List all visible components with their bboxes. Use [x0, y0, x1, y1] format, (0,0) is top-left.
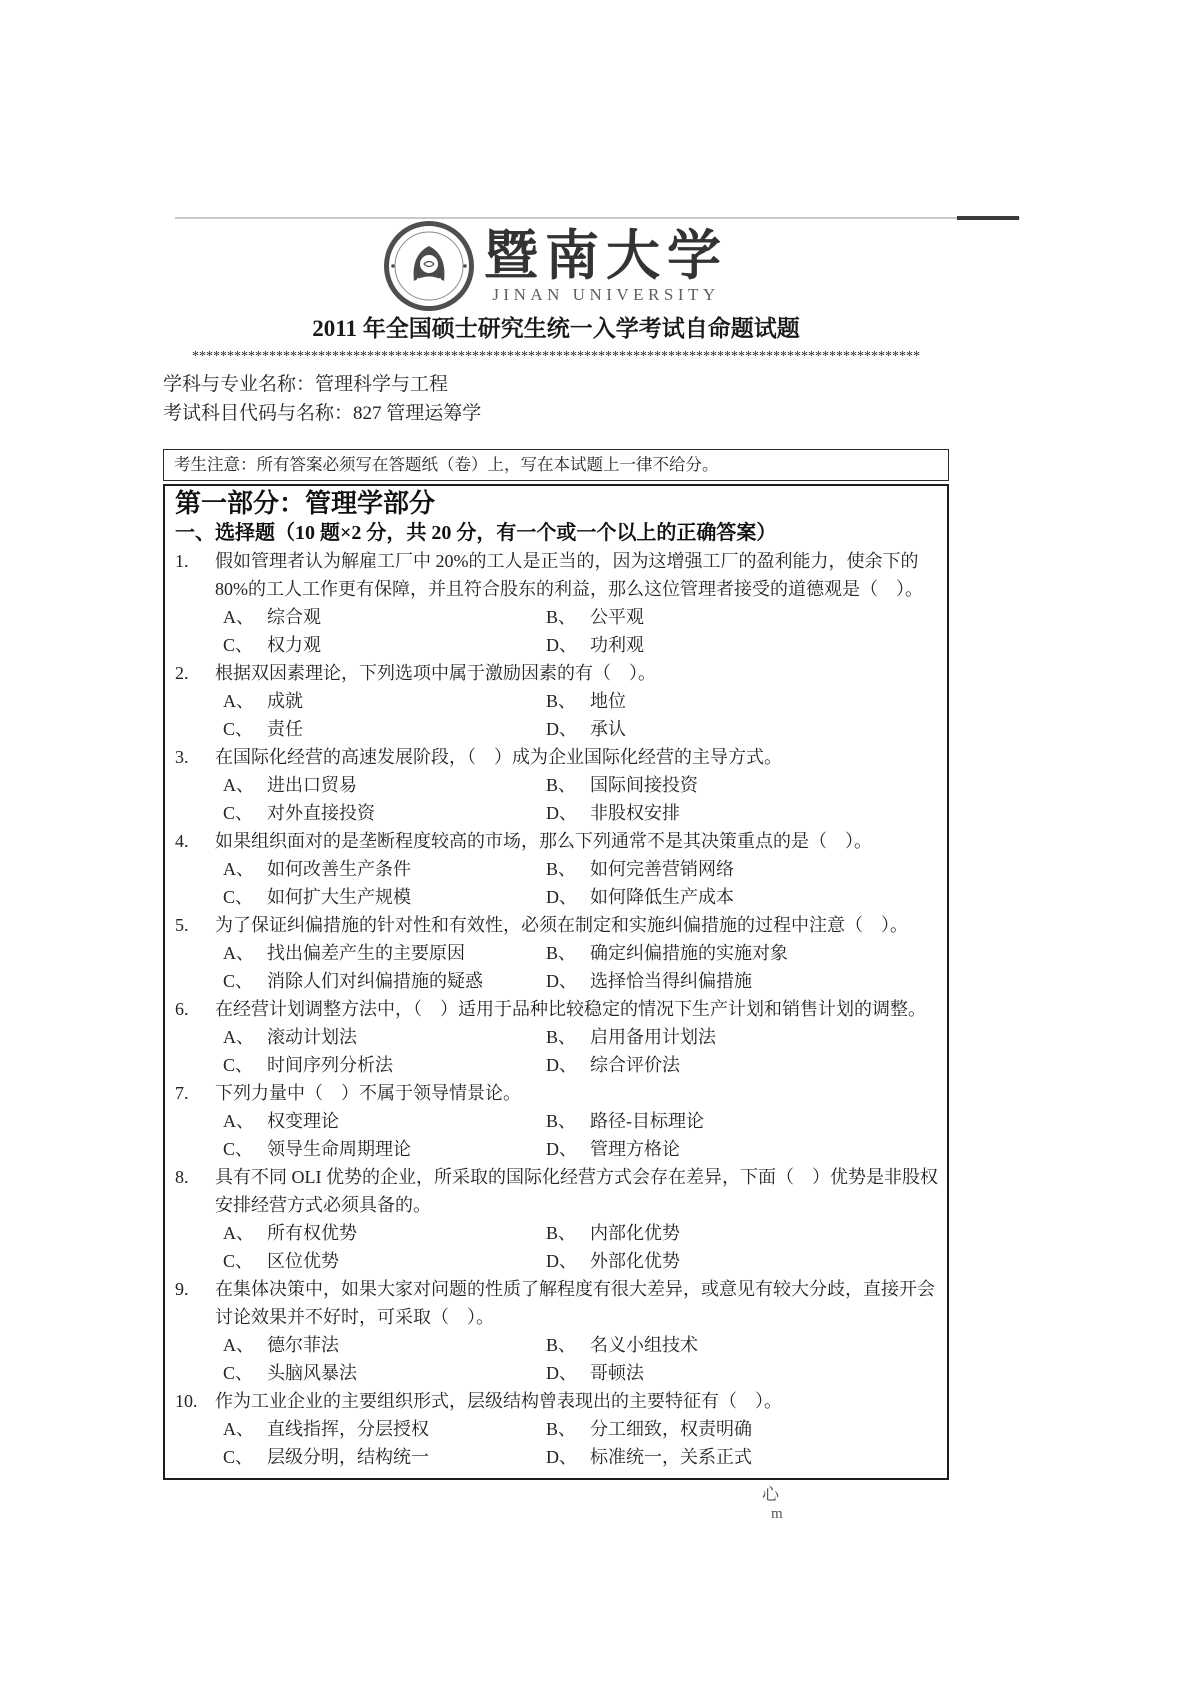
option	[546, 771, 939, 799]
option-label: A、	[223, 943, 254, 963]
question	[175, 995, 939, 1079]
question-number: 1.	[175, 551, 189, 571]
option-label: C、	[223, 887, 254, 907]
option-text: 成就	[267, 691, 303, 711]
question	[175, 1079, 939, 1163]
option-text: 确定纠偏措施的实施对象	[590, 943, 788, 963]
option-text: 找出偏差产生的主要原因	[267, 943, 465, 963]
question-options	[223, 1331, 939, 1387]
option-label: C、	[223, 635, 254, 655]
option	[223, 1051, 546, 1079]
option	[223, 967, 546, 995]
option-text: 名义小组技术	[590, 1335, 698, 1355]
option	[546, 1247, 939, 1275]
question-options	[223, 855, 939, 911]
question-options	[223, 1023, 939, 1079]
option-text: 对外直接投资	[267, 803, 375, 823]
question-text: 下列力量中（ ）不属于领导情景论。	[215, 1083, 521, 1103]
option-text: 外部化优势	[590, 1251, 680, 1271]
option-label: D、	[546, 803, 577, 823]
option	[546, 1359, 939, 1387]
option-label: D、	[546, 971, 577, 991]
option-text: 启用备用计划法	[590, 1027, 716, 1047]
option	[546, 1135, 939, 1163]
option	[223, 799, 546, 827]
option-label: C、	[223, 803, 254, 823]
option-text: 内部化优势	[590, 1223, 680, 1243]
option	[223, 631, 546, 659]
question-content	[215, 995, 939, 1079]
question-number: 10.	[175, 1391, 198, 1411]
question	[175, 1387, 939, 1471]
option-text: 路径-目标理论	[590, 1111, 704, 1131]
question	[175, 1163, 939, 1275]
question-content	[215, 659, 939, 743]
option-text: 承认	[590, 719, 626, 739]
option-text: 地位	[590, 691, 626, 711]
option-label: B、	[546, 1223, 577, 1243]
top-rule-line	[175, 217, 1020, 219]
scan-artifact-char-1: 心	[762, 1485, 779, 1504]
option-label: A、	[223, 607, 254, 627]
candidate-notice-box	[163, 449, 949, 481]
option	[546, 939, 939, 967]
option-label: C、	[223, 1251, 254, 1271]
option-label: A、	[223, 859, 254, 879]
candidate-notice-text: 考生注意：所有答案必须写在答题纸（卷）上，写在本试题上一律不给分。	[174, 455, 719, 474]
question-list	[175, 547, 939, 1471]
option-label: C、	[223, 971, 254, 991]
question	[175, 743, 939, 827]
option	[546, 1443, 939, 1471]
question-options	[223, 1415, 939, 1471]
university-seal-icon	[384, 221, 474, 311]
question	[175, 659, 939, 743]
option-text: 综合观	[267, 607, 321, 627]
option	[546, 1107, 939, 1135]
option	[546, 1331, 939, 1359]
option	[546, 855, 939, 883]
question-content	[215, 547, 939, 659]
option-text: 区位优势	[267, 1251, 339, 1271]
question-number: 6.	[175, 999, 189, 1019]
question	[175, 1275, 939, 1387]
option	[546, 715, 939, 743]
option-text: 进出口贸易	[267, 775, 357, 795]
option	[223, 1359, 546, 1387]
option	[223, 603, 546, 631]
option-text: 消除人们对纠偏措施的疑惑	[267, 971, 483, 991]
option	[546, 687, 939, 715]
option	[546, 967, 939, 995]
option-text: 直线指挥，分层授权	[267, 1419, 429, 1439]
option	[223, 771, 546, 799]
option-label: B、	[546, 775, 577, 795]
question	[175, 827, 939, 911]
option-label: A、	[223, 775, 254, 795]
option-label: B、	[546, 1419, 577, 1439]
option	[546, 1415, 939, 1443]
option-label: D、	[546, 1139, 577, 1159]
question-text: 在经营计划调整方法中，（ ）适用于品种比较稳定的情况下生产计划和销售计划的调整。	[215, 999, 926, 1019]
option-text: 层级分明，结构统一	[267, 1447, 429, 1467]
option-text: 公平观	[590, 607, 644, 627]
scan-artifact-char-2: m	[771, 1506, 783, 1522]
option-text: 如何降低生产成本	[590, 887, 734, 907]
option-label: B、	[546, 691, 577, 711]
question-content	[215, 911, 939, 995]
question-options	[223, 771, 939, 827]
question-number: 9.	[175, 1279, 189, 1299]
university-name-chinese: 暨南大学	[484, 226, 728, 286]
option-label: B、	[546, 943, 577, 963]
option-label: A、	[223, 1111, 254, 1131]
option	[223, 715, 546, 743]
option-label: C、	[223, 719, 254, 739]
question-number: 2.	[175, 663, 189, 683]
question-options	[223, 603, 939, 659]
option-label: D、	[546, 1447, 577, 1467]
option-label: A、	[223, 1419, 254, 1439]
question	[175, 547, 939, 659]
question-text: 作为工业企业的主要组织形式，层级结构曾表现出的主要特征有（ ）。	[215, 1391, 782, 1411]
option-label: C、	[223, 1139, 254, 1159]
option-text: 管理方格论	[590, 1139, 680, 1159]
question-number: 5.	[175, 915, 189, 935]
part-one-title: 第一部分：管理学部分	[175, 489, 436, 518]
question-options	[223, 1107, 939, 1163]
option-text: 头脑风暴法	[267, 1363, 357, 1383]
university-logo-row	[163, 222, 949, 310]
option-text: 德尔菲法	[267, 1335, 339, 1355]
question-content	[215, 1079, 939, 1163]
option	[223, 1135, 546, 1163]
option-label: D、	[546, 1251, 577, 1271]
question-number: 3.	[175, 747, 189, 767]
option-text: 分工细致，权责明确	[590, 1419, 752, 1439]
multiple-choice-section-title: 一、选择题（10 题×2 分，共 20 分，有一个或一个以上的正确答案）	[175, 522, 777, 544]
option-label: B、	[546, 859, 577, 879]
exam-title: 2011 年全国硕士研究生统一入学考试自命题试题	[312, 316, 800, 341]
top-rule-line-dark-segment	[957, 216, 1019, 220]
question-content	[215, 1387, 939, 1471]
option-label: A、	[223, 1223, 254, 1243]
option-text: 权变理论	[267, 1111, 339, 1131]
option-text: 功利观	[590, 635, 644, 655]
option-text: 非股权安排	[590, 803, 680, 823]
option-label: A、	[223, 691, 254, 711]
university-name-block	[484, 227, 728, 305]
option-text: 如何扩大生产规模	[267, 887, 411, 907]
option-label: B、	[546, 1111, 577, 1131]
question-content	[215, 827, 939, 911]
option-label: D、	[546, 635, 577, 655]
option	[546, 799, 939, 827]
asterisk-divider: ********************************************************************************************************	[192, 349, 920, 364]
question	[175, 911, 939, 995]
option-label: D、	[546, 1363, 577, 1383]
question-content	[215, 1163, 939, 1275]
question-number: 4.	[175, 831, 189, 851]
option-label: C、	[223, 1447, 254, 1467]
option	[546, 603, 939, 631]
option	[223, 1415, 546, 1443]
page-content	[163, 222, 949, 1480]
question-text: 如果组织面对的是垄断程度较高的市场，那么下列通常不是其决策重点的是（ ）。	[215, 831, 872, 851]
option-text: 如何改善生产条件	[267, 859, 411, 879]
question-text: 根据双因素理论，下列选项中属于激励因素的有（ ）。	[215, 663, 656, 683]
option	[223, 1219, 546, 1247]
option-text: 哥顿法	[590, 1363, 644, 1383]
question-options	[223, 939, 939, 995]
option	[546, 1023, 939, 1051]
option	[546, 883, 939, 911]
option	[223, 1023, 546, 1051]
university-name-english: JINAN UNIVERSITY	[492, 285, 720, 304]
option-text: 领导生命周期理论	[267, 1139, 411, 1159]
question-content	[215, 1275, 939, 1387]
option	[223, 855, 546, 883]
option-text: 所有权优势	[267, 1223, 357, 1243]
option-text: 标准统一，关系正式	[590, 1447, 752, 1467]
option-label: B、	[546, 1335, 577, 1355]
option-label: A、	[223, 1335, 254, 1355]
option	[223, 939, 546, 967]
option-label: D、	[546, 1055, 577, 1075]
option	[223, 687, 546, 715]
option-label: C、	[223, 1363, 254, 1383]
option-label: C、	[223, 1055, 254, 1075]
option-label: B、	[546, 1027, 577, 1047]
option	[546, 1051, 939, 1079]
option	[223, 1443, 546, 1471]
option-label: D、	[546, 719, 577, 739]
option	[546, 1219, 939, 1247]
question-content	[215, 743, 939, 827]
option-label: A、	[223, 1027, 254, 1047]
question-number: 7.	[175, 1083, 189, 1103]
question-text: 在集体决策中，如果大家对问题的性质了解程度有很大差异，或意见有较大分歧，直接开会讨论效果并不好时，可采取（ ）。	[215, 1279, 935, 1327]
option-text: 权力观	[267, 635, 321, 655]
course-code-line: 考试科目代码与名称：827 管理运筹学	[163, 403, 482, 424]
question-text: 在国际化经营的高速发展阶段，（ ）成为企业国际化经营的主导方式。	[215, 747, 782, 767]
option	[223, 1247, 546, 1275]
question-text: 具有不同 OLI 优势的企业，所采取的国际化经营方式会存在差异，下面（ ）优势是非股权安排经营方式必须具备的。	[215, 1167, 938, 1215]
question-options	[223, 687, 939, 743]
option-text: 时间序列分析法	[267, 1055, 393, 1075]
option-text: 选择恰当得纠偏措施	[590, 971, 752, 991]
subject-name-line: 学科与专业名称：管理科学与工程	[163, 374, 449, 395]
option-label: B、	[546, 607, 577, 627]
option-text: 责任	[267, 719, 303, 739]
option-text: 如何完善营销网络	[590, 859, 734, 879]
option	[223, 883, 546, 911]
question-text: 假如管理者认为解雇工厂中 20%的工人是正当的，因为这增强工厂的盈利能力，使余下的 80%的工人工作更有保障，并且符合股东的利益，那么这位管理者接受的道德观是（ ）。	[215, 551, 923, 599]
option-text: 综合评价法	[590, 1055, 680, 1075]
option-text: 滚动计划法	[267, 1027, 357, 1047]
option-text: 国际间接投资	[590, 775, 698, 795]
question-text: 为了保证纠偏措施的针对性和有效性，必须在制定和实施纠偏措施的过程中注意（ ）。	[215, 915, 908, 935]
option	[223, 1107, 546, 1135]
option	[223, 1331, 546, 1359]
option-label: D、	[546, 887, 577, 907]
question-number: 8.	[175, 1167, 189, 1187]
option	[546, 631, 939, 659]
question-options	[223, 1219, 939, 1275]
exam-body-box	[163, 484, 949, 1480]
